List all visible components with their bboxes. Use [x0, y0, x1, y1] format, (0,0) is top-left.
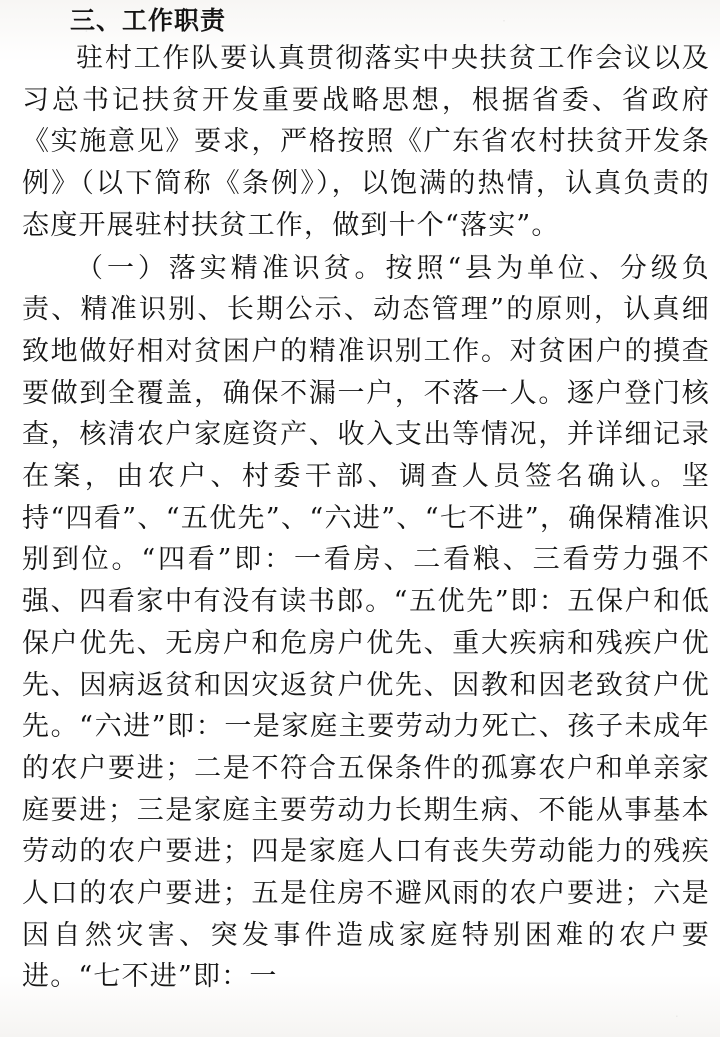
body-paragraph-item-1: （一）落实精准识贫。按照“县为单位、分级负责、精准识别、长期公示、动态管理”的原则，认真细致地做好相对贫困户的精准识别工作。对贫困户的摸查要做到全覆盖，确保不漏一户，不落一人。逐户登门核查，核清农户家庭资产、收入支出等情况，并详细记录在案，由农户、村委干部、调查人员签名确认。坚持“四看”、“五优先”、“六进”、“七不进”，确保精准识别到位。“四看”即：一看房、二看粮、三看劳力强不强、四看家中有没有读书郎。“五优先”即：五保户和低保户优先、无房户和危房户优先、重大疾病和残疾户优先、因病返贫和因灾返贫户优先、因教和因老致贫户优先。“六进”即：一是家庭主要劳动力死亡、孩子未成年的农户要进；二是不符合五保条件的孤寡农户和单亲家庭要进；三是家庭主要劳动力长期生病、不能从事基本劳动的农户要进；四是家庭人口有丧失劳动能力的残疾人口的农户要进；五是住房不避风雨的农户要进；六是因自然灾害、突发事件造成家庭特别困难的农户要进。“七不进”即：一: [22, 252, 710, 993]
section-heading: 三、工作职责: [70, 6, 227, 35]
body-paragraph-intro: 驻村工作队要认真贯彻落实中央扶贫工作会议以及习总书记扶贫开发重要战略思想，根据省委、省政府《实施意见》要求，严格按照《广东省农村扶贫开发条例》（以下简称《条例》），以饱满的热情，认真负责的态度开展驻村扶贫工作，做到十个“落实”。: [22, 43, 710, 241]
